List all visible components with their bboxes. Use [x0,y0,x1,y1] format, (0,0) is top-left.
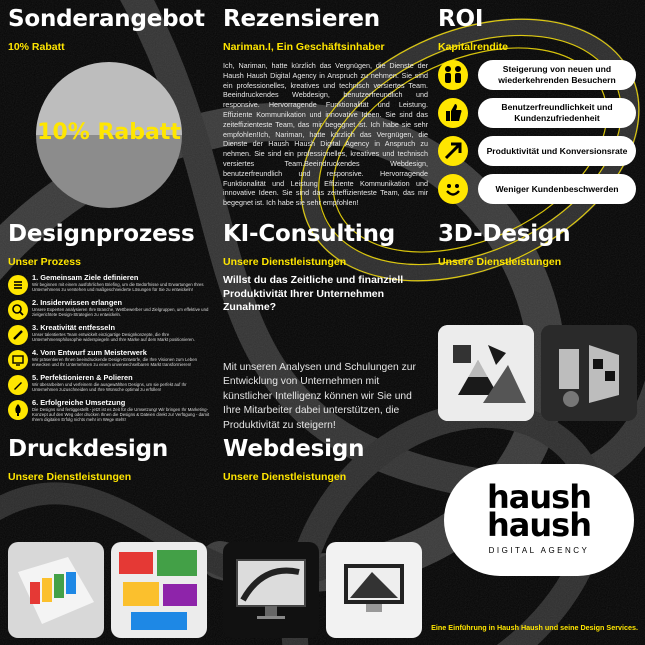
process-step-text: Wir präsentieren Ihnen beeindruckende Design-Entwürfe, die Ihre Visionen zum Leben erwecken und Ihr Unternehmen zu einem unverwechselbaren Markt transformieren! [32,357,197,368]
designprozess-subtitle: Unser Prozess [8,256,81,268]
druckdesign-title: Druckdesign [8,436,169,462]
process-step-title: 5. Perfektionieren & Polieren [32,373,133,382]
print-design-image-1[interactable] [8,542,104,638]
people-icon [438,60,468,90]
section-webdesign [223,436,428,483]
process-step-title: 2. Insiderwissen erlangen [32,298,122,307]
roi-item [438,60,638,90]
brush-icon [8,375,28,395]
brand-logo-line1: haush [487,478,591,516]
discount-badge-label: 10% Rabatt [37,120,181,145]
roi-item [438,136,638,166]
webdesign-title: Webdesign [223,436,365,462]
process-step-title: 3. Kreativität entfesseln [32,323,115,332]
design3d-subtitle: Unsere Dienstleistungen [438,256,562,268]
process-step [8,348,213,374]
rezensieren-title: Rezensieren [223,6,380,32]
review-text: Ich, Nariman, hatte kürzlich das Vergnügen, die Dienste der Haush Haush Digital Agency in Anspruch zu nehmen. Sie sind ein professionelles, kreatives und technisch versiertes Team. Beeindruckendes Webdesign, benutzerfreundlich und responsive. Hervorragende Funktionalität und Leistung. Effiziente Kommunikation und innovative Ideen. Sie sind das zeiteffizienteste Team, das mir begegnet ist. Ich habe sie sehr empfohlen!Ich, Nariman, hatte kürzlich das Vergnügen, die Dienste der Haush Haush Digital Agency in Anspruch zu nehmen. Sie sind ein professionelles, kreatives und technisch versiertes Team.Beeindruckendes Webdesign, benutzerfreundlich und responsive. Hervorragende Funktionalität und Leistung Effiziente Kommunikation und innovative Ideen. Sie sind das zeiteffizienteste Team, das mir begegnet ist. Ich habe sie sehr empfohlen! [223,61,428,208]
magnifier-icon [8,300,28,320]
sonderangebot-title: Sonderangebot [8,6,205,32]
thumbs-up-icon [438,98,468,128]
druckdesign-subtitle: Unsere Dienstleistungen [8,471,132,483]
3d-design-image-2[interactable] [541,325,637,421]
section-roi [438,6,638,53]
web-design-image-2[interactable] [326,542,422,638]
rocket-icon [8,400,28,420]
print-design-image-2[interactable] [111,542,207,638]
section-druckdesign [8,436,213,483]
process-step-text: Unsere Experten analysieren Ihre Branche, Wettbewerber und Zielgruppen, um effektive und zielgerichtete Design-Strategien zu entwickeln. [32,307,209,318]
ki-consulting-subtitle: Unsere Dienstleistungen [223,256,347,268]
pencil-icon [8,325,28,345]
brand-logo-line2: haush [487,506,591,544]
process-step [8,323,213,349]
brand-logo-card [444,464,634,576]
roi-item [438,174,638,204]
discount-badge[interactable] [36,62,182,208]
section-ki-consulting [223,221,428,433]
section-rezensieren [223,6,428,208]
roi-item-label: Weniger Kundenbeschwerden [478,174,636,204]
roi-item-label: Steigerung von neuen und wiederkehrenden Besuchern [478,60,636,90]
process-step [8,373,213,399]
process-step-text: Die Designs sind fertiggestellt - jetzt ist es Zeit für die Umsetzung! Wir bringen Ihr Marketing-Konzept auf den Weg oder drucken Ihnen die Designs & Dateien direkt zur Verfügung - damit Ihrem digitalen Erfolg nichts mehr im Wege steht! [32,407,210,423]
process-step-text: Wir beginnen mit einem ausführlichen Briefing, um die Bedürfnisse und Erwartungen Ihres Unternehmens zu verstehen und maßgeschneiderte Lösungen für Sie zu entwickeln! [32,282,204,293]
roi-subtitle: Kapitalrendite [438,41,509,53]
webdesign-subtitle: Unsere Dienstleistungen [223,471,347,483]
roi-list [438,60,638,210]
roi-title: ROI [438,6,484,32]
3d-design-image-1[interactable] [438,325,534,421]
design3d-title: 3D-Design [438,221,571,247]
designprozess-title: Designprozess [8,221,195,247]
process-step-title: 4. Vom Entwurf zum Meisterwerk [32,348,147,357]
process-step-title: 1. Gemeinsam Ziele definieren [32,273,139,282]
ki-consulting-question: Willst du das Zeitliche und finanziell Produktivität Ihrer Unternehmen Zunahme? [223,274,404,313]
ki-consulting-body: Mit unseren Analysen und Schulungen zur Entwicklung von Unternehmen mit künstlicher Intelligenz können wir Sie und Ihre Mitarbeiter dabei unterstützen, die Produktivität zu steigern! [223,361,416,431]
process-step-text: Unser talentiertes Team entwickelt einzigartige Designkonzepte, die Ihre Unternehmensphilosophie widerspiegeln und Ihre Marke auf dem Markt positionieren. [32,332,195,343]
process-step-title: 6. Erfolgreiche Umsetzung [32,398,126,407]
monitor-icon [8,350,28,370]
section-3d-design [438,221,638,268]
roi-item-label: Produktivität und Konversionsrate [478,136,636,166]
web-design-image-1[interactable] [223,542,319,638]
ki-consulting-title: KI-Consulting [223,221,396,247]
process-step [8,273,213,299]
list-icon [8,275,28,295]
brand-logo-tagline: DIGITAL AGENCY [488,546,590,555]
footer-text: Eine Einführung in Haush Haush und seine Design Services. [431,623,638,632]
rezensieren-subtitle: Nariman.I, Ein Geschäftsinhaber [223,41,385,53]
roi-item-label: Benutzerfreundlichkeit und Kundenzufriedenheit [478,98,636,128]
arrow-up-right-icon [438,136,468,166]
section-sonderangebot [8,6,213,53]
process-steps [8,273,213,433]
process-step-text: Wir überarbeiten und verfeinern die ausgewählten Designs, um sie perfekt auf Ihr Unternehmen zuzuschneiden und Ihre Wünsche optimal zu erfüllen! [32,382,187,393]
process-step [8,298,213,324]
section-designprozess [8,221,213,268]
sonderangebot-subtitle: 10% Rabatt [8,41,65,53]
process-step [8,398,213,424]
roi-item [438,98,638,128]
smiley-icon [438,174,468,204]
